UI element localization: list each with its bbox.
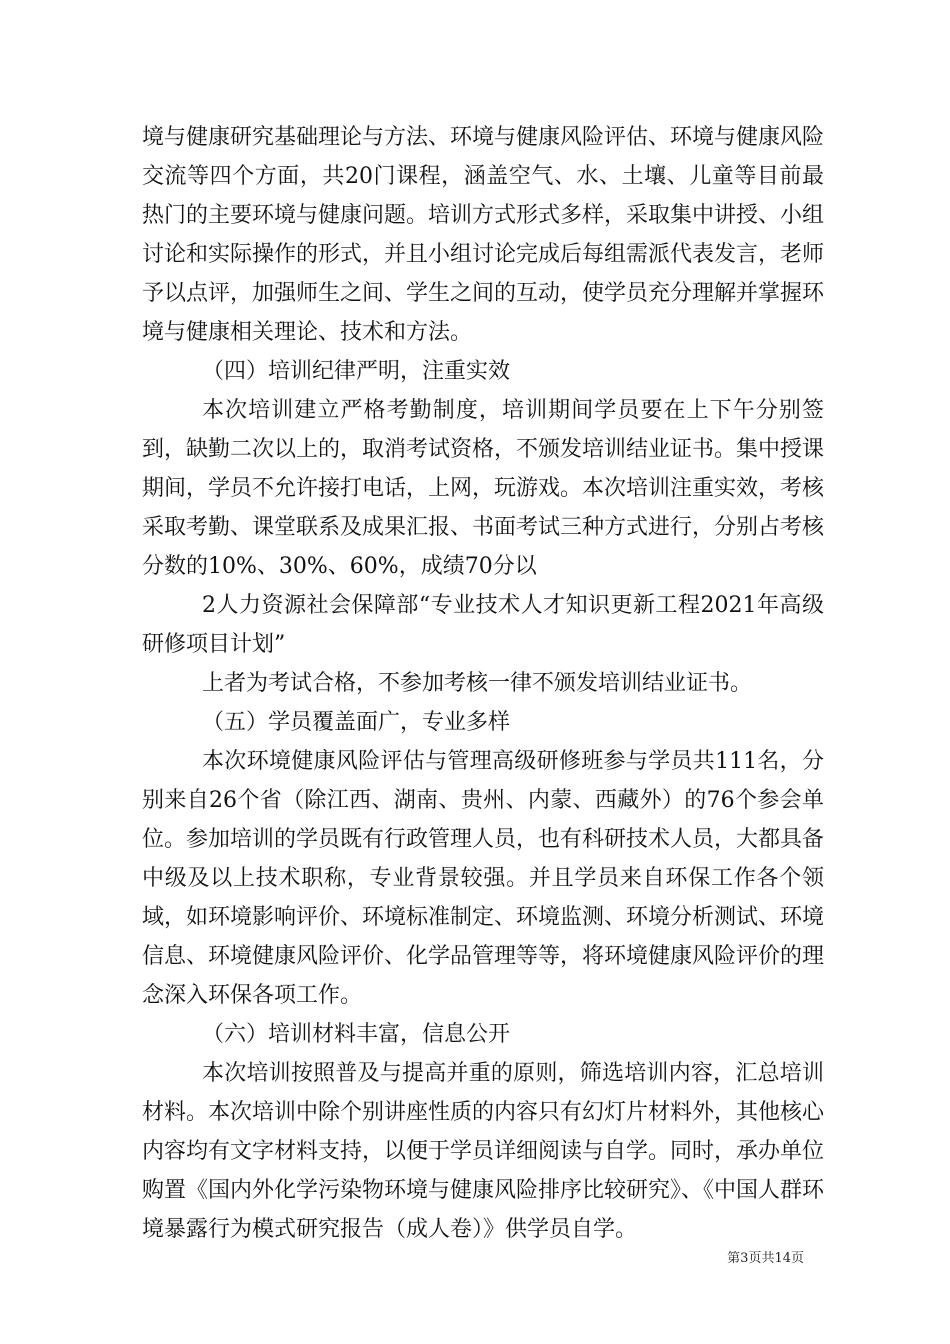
paragraph-materials: 本次培训按照普及与提高并重的原则，筛选培训内容，汇总培训材料。本次培训中除个别讲座性质的内容只有幻灯片材料外，其他核心内容均有文字材料支持，以便于学员详细阅读与自学。同时，承办单位购置《国内外化学污染物环境与健康风险排序比较研究》、《中国人群环境暴露行为模式研究报告（成人卷）》供学员自学。 bbox=[142, 1061, 825, 1242]
section-heading-6: （六）培训材料丰富，信息公开 bbox=[202, 1022, 511, 1047]
paragraph-continued: 境与健康研究基础理论与方法、环境与健康风险评估、环境与健康风险交流等四个方面，共20门课程，涵盖空气、水、土壤、儿童等目前最热门的主要环境与健康问题。培训方式形式多样，采取集中讲授、小组讨论和实际操作的形式，并且小组讨论完成后每组需派代表发言，老师予以点评，加强师生之间、学生之间的互动，使学员充分理解并掌握环境与健康相关理论、技术和方法。 bbox=[142, 125, 825, 345]
section-heading-5: （五）学员覆盖面广，专业多样 bbox=[202, 710, 511, 735]
page-number: 第3页共14页 bbox=[727, 1251, 804, 1266]
paragraph-discipline: 本次培训建立严格考勤制度，培训期间学员要在上下午分别签到，缺勤二次以上的，取消考试资格，不颁发培训结业证书。集中授课期间，学员不允许接打电话，上网，玩游戏。本次培训注重实效，考核采取考勤、课堂联系及成果汇报、书面考试三种方式进行，分别占考核分数的10%、30%、60%，成绩70分以 bbox=[142, 398, 825, 579]
paragraph-students: 本次环境健康风险评估与管理高级研修班参与学员共111名，分别来自26个省（除江西、湖南、贵州、内蒙、西藏外）的76个参会单位。参加培训的学员既有行政管理人员，也有科研技术人员，大都具备中级及以上技术职称，专业背景较强。并且学员来自环保工作各个领域，如环境影响评价、环境标准制定、环境监测、环境分析测试、环境信息、环境健康风险评价、化学品管理等等，将环境健康风险评价的理念深入环保各项工作。 bbox=[142, 749, 825, 1008]
document-body bbox=[142, 118, 824, 1249]
paragraph-continued-2: 上者为考试合格，不参加考核一律不颁发培训结业证书。 bbox=[202, 671, 753, 696]
section-heading-4: （四）培训纪律严明，注重实效 bbox=[202, 359, 511, 384]
footnote-text: 2人力资源社会保障部“专业技术人才知识更新工程2021年高级研修项目计划” bbox=[142, 593, 824, 657]
